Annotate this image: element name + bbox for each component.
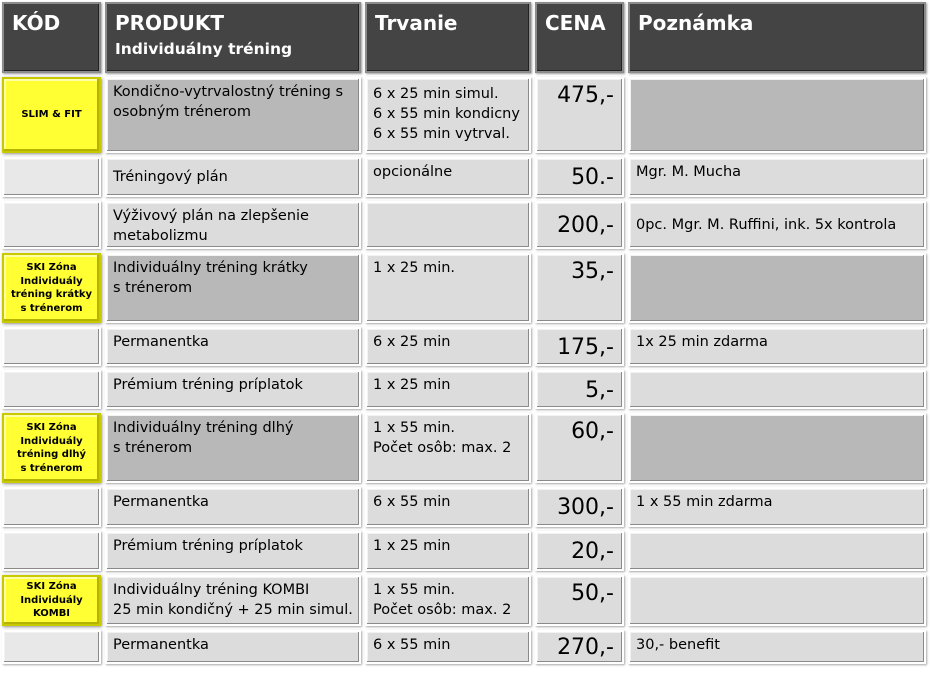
- product-cell: Individuálny tréning dlhý s trénerom: [105, 413, 361, 483]
- duration-cell: opcionálne: [365, 157, 531, 197]
- price-cell: 60,-: [535, 413, 624, 483]
- price-cell: 50,-: [535, 575, 624, 626]
- duration-cell: 6 x 25 min simul. 6 x 55 min kondicny 6 x 55 min vytrval.: [365, 77, 531, 153]
- code-cell: SLIM & FIT: [2, 77, 101, 153]
- note-cell: 1x 25 min zdarma: [628, 327, 926, 366]
- note-cell: [628, 370, 926, 409]
- note-cell: [628, 531, 926, 571]
- product-cell: Prémium tréning príplatok: [105, 531, 361, 571]
- note-cell: [628, 413, 926, 483]
- product-cell: Permanentka: [105, 630, 361, 664]
- duration-cell: 1 x 25 min.: [365, 253, 531, 323]
- note-cell: 0pc. Mgr. M. Ruffini, ink. 5x kontrola: [628, 201, 926, 249]
- code-cell: SKI Zóna Individuály tréning dlhý s trénerom: [2, 413, 101, 483]
- code-cell: [2, 327, 101, 366]
- note-cell: Mgr. M. Mucha: [628, 157, 926, 197]
- header-produkt: PRODUKT Individuálny tréning: [105, 2, 361, 73]
- price-cell: 270,-: [535, 630, 624, 664]
- code-cell: [2, 531, 101, 571]
- code-cell: SKI Zóna Individuály tréning krátky s trénerom: [2, 253, 101, 323]
- price-cell: 300,-: [535, 487, 624, 527]
- price-cell: 475,-: [535, 77, 624, 153]
- duration-cell: [365, 201, 531, 249]
- duration-cell: 6 x 25 min: [365, 327, 531, 366]
- price-cell: 20,-: [535, 531, 624, 571]
- duration-cell: 6 x 55 min: [365, 630, 531, 664]
- product-cell: Prémium tréning príplatok: [105, 370, 361, 409]
- duration-cell: 6 x 55 min: [365, 487, 531, 527]
- duration-cell: 1 x 55 min. Počet osôb: max. 2: [365, 575, 531, 626]
- product-cell: Výživový plán na zlepšenie metabolizmu: [105, 201, 361, 249]
- note-cell: [628, 575, 926, 626]
- header-poznamka: Poznámka: [628, 2, 926, 73]
- price-cell: 175,-: [535, 327, 624, 366]
- duration-cell: 1 x 25 min: [365, 370, 531, 409]
- header-trvanie: Trvanie: [365, 2, 531, 73]
- product-cell: Permanentka: [105, 487, 361, 527]
- price-cell: 35,-: [535, 253, 624, 323]
- price-cell: 50.-: [535, 157, 624, 197]
- product-cell: Individuálny tréning KOMBI 25 min kondičný + 25 min simul.: [105, 575, 361, 626]
- product-cell: Permanentka: [105, 327, 361, 366]
- note-cell: [628, 77, 926, 153]
- duration-cell: 1 x 25 min: [365, 531, 531, 571]
- duration-cell: 1 x 55 min. Počet osôb: max. 2: [365, 413, 531, 483]
- code-cell: [2, 630, 101, 664]
- code-cell: [2, 157, 101, 197]
- price-cell: 5,-: [535, 370, 624, 409]
- note-cell: 30,- benefit: [628, 630, 926, 664]
- product-cell: Tréningový plán: [105, 157, 361, 197]
- note-cell: 1 x 55 min zdarma: [628, 487, 926, 527]
- product-cell: Kondično-vytrvalostný tréning s osobným trénerom: [105, 77, 361, 153]
- code-cell: SKI Zóna Individuály KOMBI: [2, 575, 101, 626]
- code-cell: [2, 370, 101, 409]
- header-produkt-sub: Individuálny tréning: [115, 40, 293, 58]
- product-cell: Individuálny tréning krátky s trénerom: [105, 253, 361, 323]
- code-cell: [2, 487, 101, 527]
- note-cell: [628, 253, 926, 323]
- price-cell: 200,-: [535, 201, 624, 249]
- header-cena: CENA: [535, 2, 624, 73]
- header-kod: KÓD: [2, 2, 101, 73]
- code-cell: [2, 201, 101, 249]
